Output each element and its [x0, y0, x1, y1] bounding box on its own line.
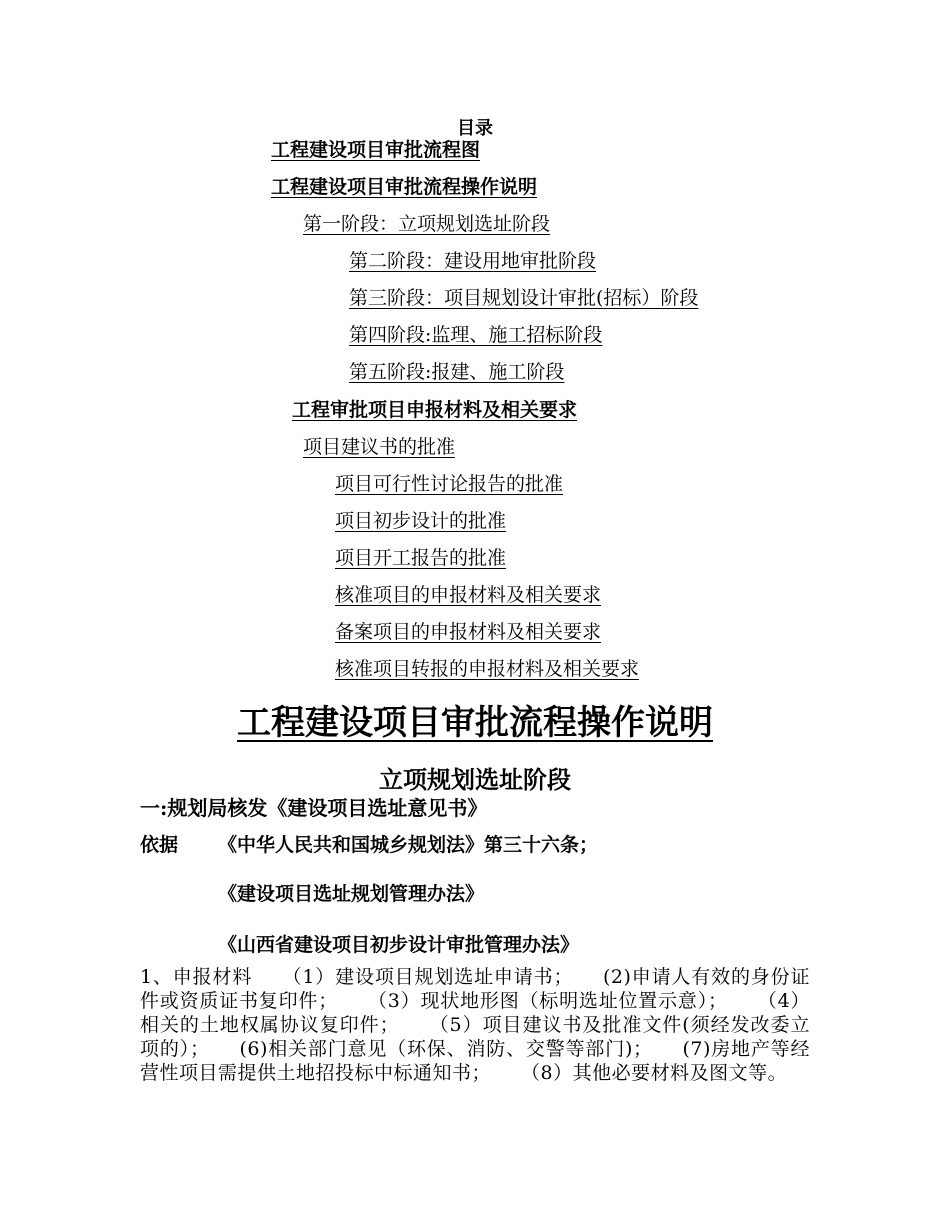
toc-link-materials[interactable]: 工程审批项目申报材料及相关要求	[292, 399, 578, 421]
material-item: （1）建设项目规划选址申请书；	[282, 966, 573, 988]
law-reference: 《建设项目选址规划管理办法》	[218, 883, 485, 905]
toc-link-preliminary-design-approval[interactable]: 项目初步设计的批准	[335, 510, 507, 532]
toc-link-stage-4[interactable]: 第四阶段:监理、施工招标阶段	[349, 324, 603, 346]
section-heading: 一:规划局核发《建设项目选址意见书》	[140, 796, 488, 820]
material-item: （4）相关的土地权属协议复印件；	[140, 990, 810, 1036]
materials-paragraph	[140, 965, 810, 1085]
toc-title: 目录	[457, 118, 493, 139]
toc-link-operation-guide[interactable]: 工程建设项目审批流程操作说明	[271, 176, 538, 198]
toc-link-stage-5[interactable]: 第五阶段:报建、施工阶段	[349, 361, 565, 383]
toc-link-flowchart[interactable]: 工程建设项目审批流程图	[271, 139, 481, 161]
toc-link-approved-project-materials[interactable]: 核准项目的申报材料及相关要求	[335, 584, 602, 606]
toc-link-stage-1[interactable]: 第一阶段：立项规划选址阶段	[303, 213, 551, 235]
toc-link-proposal-approval[interactable]: 项目建议书的批准	[303, 436, 456, 458]
toc-link-feasibility-approval[interactable]: 项目可行性讨论报告的批准	[335, 473, 564, 495]
toc-link-start-report-approval[interactable]: 项目开工报告的批准	[335, 547, 507, 569]
toc-link-forwarded-project-materials[interactable]: 核准项目转报的申报材料及相关要求	[335, 658, 640, 680]
toc-link-filed-project-materials[interactable]: 备案项目的申报材料及相关要求	[335, 621, 602, 643]
law-reference: 《中华人民共和国城乡规划法》第三十六条；	[218, 834, 599, 856]
basis-label: 依据	[140, 834, 179, 856]
material-item: （3）现状地形图（标明选址位置示意）；	[367, 990, 728, 1012]
material-item: （5）项目建议书及批准文件(须经发改委立项的）；	[140, 1014, 810, 1060]
materials-lead: 1、申报材料	[140, 966, 253, 988]
main-title: 工程建设项目审批流程操作说明	[237, 703, 713, 743]
toc-link-stage-2[interactable]: 第二阶段：建设用地审批阶段	[349, 250, 597, 272]
material-item: (6)相关部门意见（环保、消防、交警等部门)；	[239, 1038, 653, 1060]
material-item: （8）其他必要材料及图文等。	[521, 1062, 788, 1084]
stage-title: 立项规划选址阶段	[379, 765, 571, 794]
law-reference: 《山西省建设项目初步设计审批管理办法》	[218, 934, 580, 956]
toc-link-stage-3[interactable]: 第三阶段：项目规划设计审批(招标）阶段	[349, 287, 699, 309]
material-item: (7)房地产等经营性项目需提供土地招投标中标通知书；	[140, 1038, 811, 1084]
material-item: (2)申请人有效的身份证件或资质证书复印件；	[140, 966, 811, 1012]
